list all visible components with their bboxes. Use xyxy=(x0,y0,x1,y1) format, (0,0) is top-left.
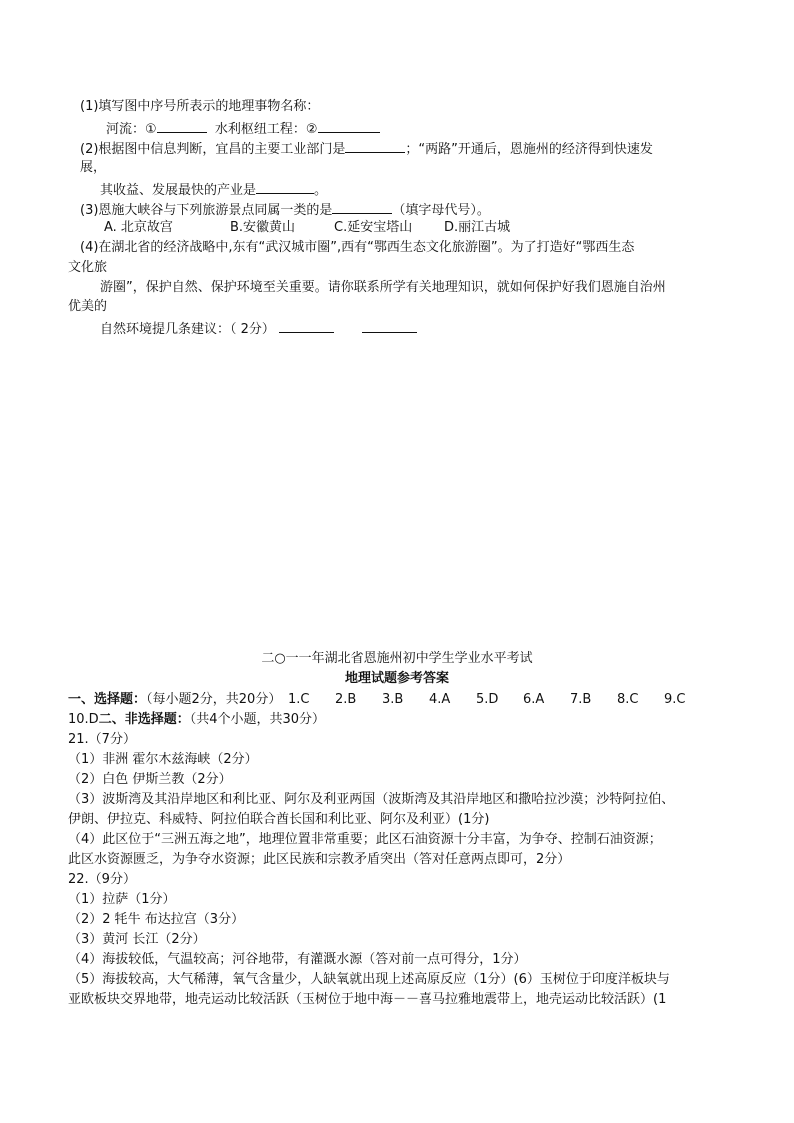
suggestion-blank-2[interactable] xyxy=(362,319,417,333)
q3-prompt xyxy=(80,200,490,220)
option-d: D.丽江古城 xyxy=(444,220,511,235)
q2-line-3 xyxy=(100,180,327,200)
answer-line: （3）黄河 长江（2分） xyxy=(68,932,206,947)
q3-prompt-start: (3)恩施大峡谷与下列旅游景点同属一类的是 xyxy=(80,203,333,218)
answer-line: （2）2 牦牛 布达拉宫（3分） xyxy=(68,912,245,927)
industry-growth-blank[interactable] xyxy=(256,180,314,194)
industry-blank[interactable] xyxy=(345,139,405,153)
q3-blank[interactable] xyxy=(332,200,392,214)
q4-line-2: 文化旅 xyxy=(68,260,108,275)
option-c: C.延安宝塔山 xyxy=(334,220,413,235)
q2-prompt-mid: ；“两路”开通后，恩施州的经济得到快速发 xyxy=(405,142,653,157)
answer-line: 此区水资源匮乏，为争夺水资源；此区民族和宗教矛盾突出（答对任意两点即可，2分） xyxy=(68,852,571,867)
section-2-heading xyxy=(68,711,325,729)
q2-period: 。 xyxy=(314,183,328,198)
section-2-label: 二、非选择题： xyxy=(98,712,190,727)
answer-line: 伊朗、伊拉克、科威特、阿拉伯联合酋长国和利比亚、阿尔及利亚）(1分) xyxy=(68,812,490,827)
answer-line: 22.（9分） xyxy=(68,872,136,887)
section-2-note: （共4个小题，共30分） xyxy=(189,712,326,727)
answer-line: （1）非洲 霍尔木兹海峡（2分） xyxy=(68,752,258,767)
q4-line-1: (4)在湖北省的经济战略中,东有“武汉城市圈”,西有“鄂西生态文化旅游圈”。为了打造好“鄂西生态 xyxy=(80,240,635,255)
q1-answer-line xyxy=(106,119,380,139)
answer-line: （5）海拔较高，大气稀薄，氧气含量少，人缺氧就出现上述高原反应（1分）(6）玉树位于印度洋板块与 xyxy=(68,972,670,987)
answer-line: （4）海拔较低，气温较高；河谷地带，有灌溉水源（答对前一点可得分，1分） xyxy=(68,952,527,967)
river-blank[interactable] xyxy=(157,119,207,133)
section-1-note: （每小题2分，共20分） xyxy=(146,692,282,707)
section-1-label: 一、选择题： xyxy=(68,692,147,707)
dam-label: 水利枢纽工程：② xyxy=(214,122,318,137)
choice-answer: 9.C xyxy=(664,692,686,707)
answer-line: （3）波斯湾及其沿岸地区和利比亚、阿尔及利亚两国（波斯湾及其沿岸地区和撒哈拉沙漠；沙特阿拉伯、 xyxy=(68,792,675,807)
section-1-heading xyxy=(68,691,281,709)
q2-prompt-start: (2)根据图中信息判断，宜昌的主要工业部门是 xyxy=(80,142,346,157)
choice-answer: 2.B xyxy=(335,692,357,707)
choice-answers xyxy=(288,691,685,709)
q4-prompt: 自然环境提几条建议：（ 2分） xyxy=(100,322,275,337)
q2-prompt-end: 其收益、发展最快的产业是 xyxy=(100,183,257,198)
answer-line: 亚欧板块交界地带，地壳运动比较活跃（玉树位于地中海－－喜马拉雅地震带上，地壳运动比较活跃）(1 xyxy=(68,992,667,1007)
river-label: 河流：① xyxy=(106,122,157,137)
answer-line: （4）此区位于“三洲五海之地”，地理位置非常重要；此区石油资源十分丰富，为争夺、控制石油资源； xyxy=(68,832,662,847)
answer-title: 二○一一年湖北省恩施州初中学生学业水平考试 xyxy=(261,651,533,666)
choice-answer: 8.C xyxy=(617,692,639,707)
q1-prompt: (1)填写图中序号所表示的地理事物名称： xyxy=(80,99,320,114)
choice-answer: 5.D xyxy=(476,692,499,707)
choice-answer: 6.A xyxy=(523,692,545,707)
q3-prompt-end: （填字母代号）。 xyxy=(392,203,490,218)
q3-options xyxy=(104,219,510,237)
choice-answer: 3.B xyxy=(382,692,404,707)
choice-answer: 4.A xyxy=(429,692,451,707)
choice-answer: 1.C xyxy=(288,692,310,707)
q2-line-2: 展， xyxy=(80,160,107,175)
q4-line-3: 游圈”，保护自然、保护环境至关重要。请你联系所学有关地理知识，就如何保护好我们恩施自治州 xyxy=(100,280,666,295)
answer-subtitle: 地理试题参考答案 xyxy=(344,671,449,686)
q4-line-5 xyxy=(100,319,417,339)
choice-answer-10: 10.D xyxy=(68,712,99,727)
answer-line: 21.（7分） xyxy=(68,732,136,747)
q2-line-1 xyxy=(80,139,653,159)
option-a: A. 北京故宫 xyxy=(104,220,173,235)
option-b: B.安徽黄山 xyxy=(230,220,296,235)
answer-line: （2）白色 伊斯兰教（2分） xyxy=(68,772,232,787)
dam-blank[interactable] xyxy=(318,119,380,133)
answer-line: （1）拉萨（1分） xyxy=(68,892,176,907)
suggestion-blank-1[interactable] xyxy=(279,319,334,333)
choice-answer: 7.B xyxy=(570,692,592,707)
q4-line-4: 优美的 xyxy=(68,299,108,314)
